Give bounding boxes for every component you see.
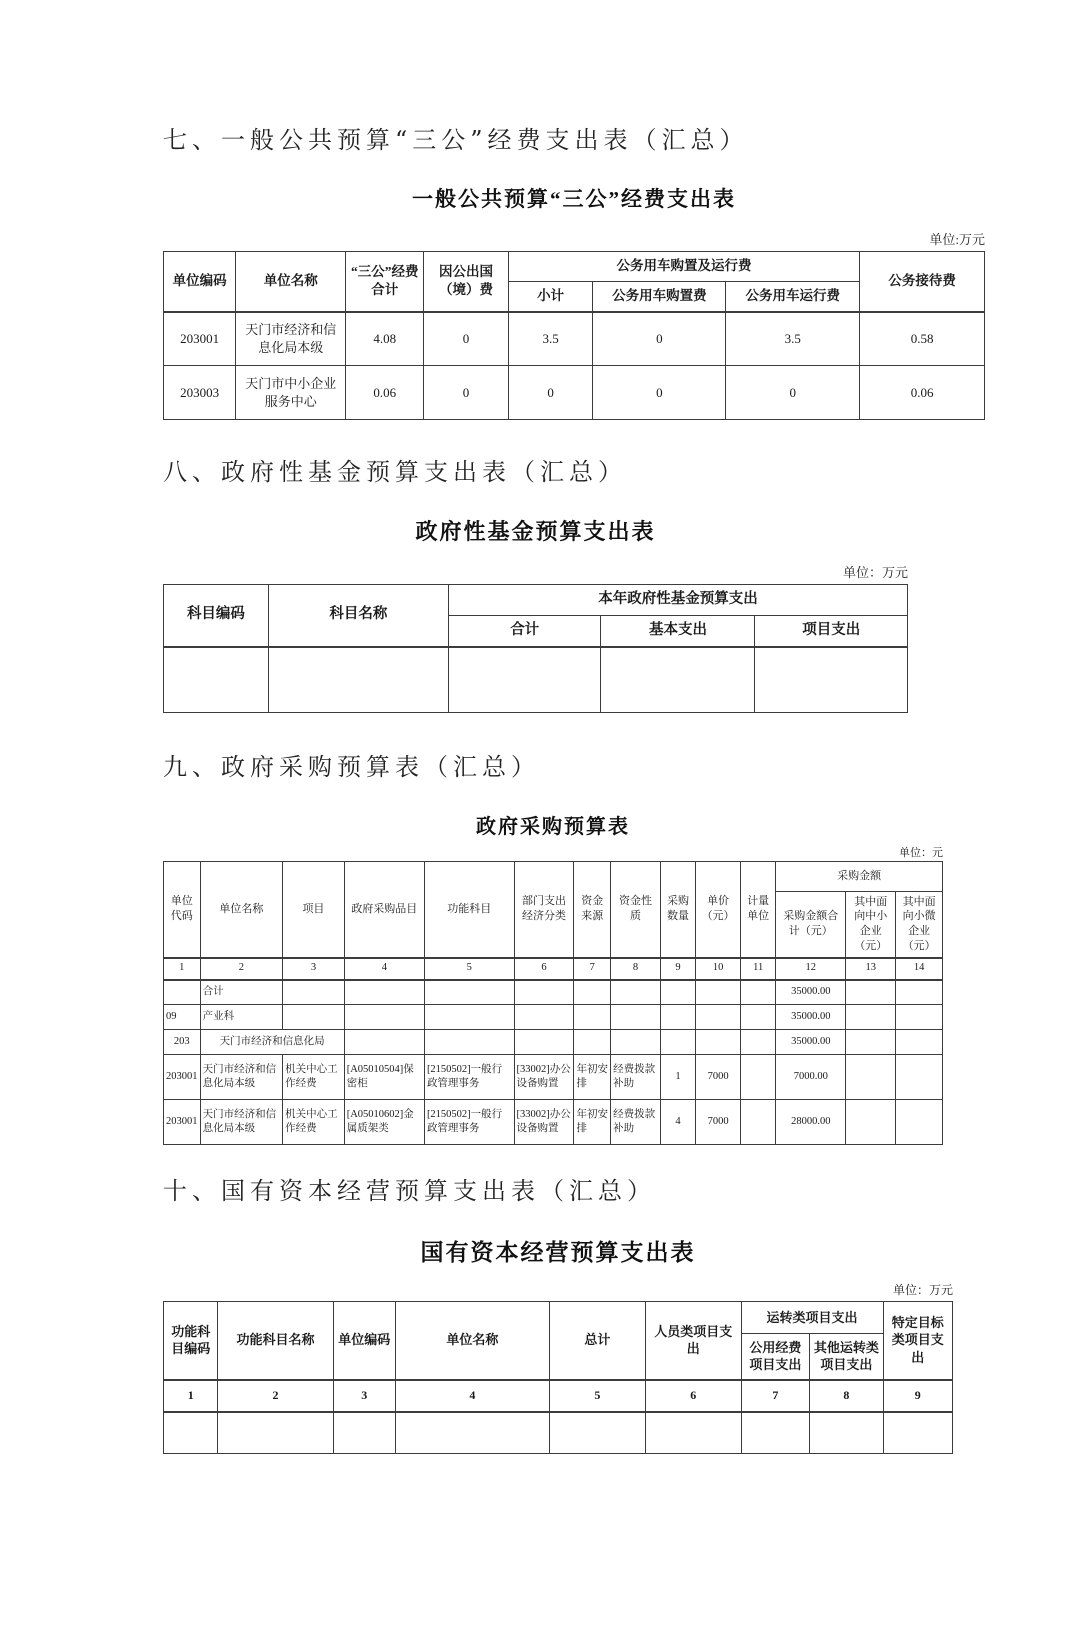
cell-project: 机关中心工作经费 [283, 1055, 345, 1100]
empty-cell [344, 1030, 424, 1055]
cell-econ-class: [33002]办公设备购置 [514, 1100, 574, 1145]
state-capital-budget-table [163, 1301, 953, 1454]
cell-unit-code: 203003 [164, 366, 236, 420]
table4-title: 国有资本经营预算支出表 [420, 1240, 696, 1265]
cell-project: 机关中心工作经费 [283, 1100, 345, 1145]
th-project: 项目支出 [755, 616, 908, 647]
col-num: 7 [741, 1380, 810, 1412]
th-year-group: 本年政府性基金预算支出 [448, 585, 907, 616]
empty-cell [164, 1412, 218, 1454]
dept-row [164, 1005, 943, 1030]
th-public-fund: 公用经费项目支出 [741, 1334, 810, 1380]
empty-cell [395, 1412, 549, 1454]
cell-fund-nature: 经费拨款补助 [611, 1100, 661, 1145]
th-unit-name: 单位名称 [236, 252, 346, 312]
cell-function: [2150502]一般行政管理事务 [424, 1100, 514, 1145]
col-num: 13 [846, 958, 896, 980]
empty-cell [810, 1412, 883, 1454]
cell-vehicle-purchase: 0 [593, 366, 726, 420]
empty-cell [741, 1412, 810, 1454]
document-page [163, 120, 1074, 1454]
empty-cell [846, 1005, 896, 1030]
section-heading-7: 七、一般公共预算“三公”经费支出表（汇总） [163, 126, 749, 154]
empty-cell [695, 980, 740, 1005]
col-num: 3 [283, 958, 345, 980]
th-function-subject: 功能科目 [424, 862, 514, 958]
cell-vehicle-purchase: 0 [593, 312, 726, 366]
col-num: 6 [646, 1380, 741, 1412]
table-row [164, 312, 985, 366]
detail-row [164, 1100, 943, 1145]
state-capital-table-block [163, 1234, 953, 1454]
empty-cell [611, 980, 661, 1005]
empty-cell [846, 980, 896, 1005]
empty-cell [283, 980, 345, 1005]
th-econ-class: 部门支出经济分类 [514, 862, 574, 958]
cell-fund-nature: 经费拨款补助 [611, 1055, 661, 1100]
th-reception-fee: 公务接待费 [860, 252, 985, 312]
cell-unit-price: 7000 [695, 1055, 740, 1100]
empty-cell [846, 1030, 896, 1055]
col-num: 3 [333, 1380, 395, 1412]
th-total: 总计 [549, 1302, 645, 1380]
th-operation-group: 运转类项目支出 [741, 1302, 883, 1334]
empty-cell [164, 980, 201, 1005]
table-row [164, 1412, 953, 1454]
cell-item: [A05010504]保密柜 [344, 1055, 424, 1100]
table2-title: 政府性基金预算支出表 [415, 519, 656, 544]
th-fund-nature: 资金性质 [611, 862, 661, 958]
empty-cell [896, 1005, 943, 1030]
th-unit-code: 单位编码 [164, 252, 236, 312]
table1-title: 一般公共预算“三公”经费支出表 [412, 187, 736, 211]
empty-cell [164, 647, 269, 713]
total-row [164, 980, 943, 1005]
col-num: 5 [424, 958, 514, 980]
th-total: 合计 [448, 616, 601, 647]
th-abroad-fee: 因公出国（境）费 [424, 252, 509, 312]
th-unit-name: 单位名称 [200, 862, 283, 958]
th-personnel: 人员类项目支出 [646, 1302, 741, 1380]
col-num: 2 [218, 1380, 333, 1412]
empty-cell [846, 1100, 896, 1145]
cell-vehicle-operation: 0 [726, 366, 860, 420]
empty-cell [660, 980, 695, 1005]
empty-cell [574, 1030, 611, 1055]
th-procurement-item: 政府采购品目 [344, 862, 424, 958]
gov-procurement-budget-table [163, 861, 943, 1145]
empty-cell [218, 1412, 333, 1454]
empty-cell [896, 1030, 943, 1055]
th-unit-name: 单位名称 [395, 1302, 549, 1380]
empty-cell [514, 1005, 574, 1030]
empty-cell [268, 647, 448, 713]
col-num: 4 [395, 1380, 549, 1412]
th-subject-code: 科目编码 [164, 585, 269, 647]
th-fund-source: 资金来源 [574, 862, 611, 958]
empty-cell [846, 1055, 896, 1100]
cell-abroad: 0 [424, 312, 509, 366]
cell-econ-class: [33002]办公设备购置 [514, 1055, 574, 1100]
th-amount-total: 采购金额合计（元） [776, 892, 846, 958]
table4-unit-label: 单位：万元 [892, 1283, 953, 1297]
th-amount-micro: 其中面向小微企业（元） [896, 892, 943, 958]
col-num: 1 [164, 1380, 218, 1412]
th-vehicle-group: 公务用车购置及运行费 [508, 252, 859, 282]
th-func-code: 功能科目编码 [164, 1302, 218, 1380]
empty-cell [344, 980, 424, 1005]
col-num: 9 [660, 958, 695, 980]
cell-amount-total: 35000.00 [776, 1030, 846, 1055]
cell-reception: 0.58 [860, 312, 985, 366]
cell-amount-total: 7000.00 [776, 1055, 846, 1100]
empty-cell [896, 1055, 943, 1100]
empty-cell [660, 1005, 695, 1030]
section-heading-8: 八、政府性基金预算支出表（汇总） [163, 458, 627, 486]
cell-three-total: 4.08 [346, 312, 424, 366]
th-amount-sme: 其中面向中小企业（元） [846, 892, 896, 958]
cell-unit-name: 天门市经济和信息化局本级 [236, 312, 346, 366]
cell-code: 203 [164, 1030, 201, 1055]
table2-unit-label: 单位：万元 [842, 565, 908, 580]
empty-cell [344, 1005, 424, 1030]
th-amount-group: 采购金额 [776, 862, 943, 892]
cell-label: 产业科 [200, 1005, 283, 1030]
cell-reception: 0.06 [860, 366, 985, 420]
cell-code: 09 [164, 1005, 201, 1030]
col-num: 4 [344, 958, 424, 980]
col-num: 10 [695, 958, 740, 980]
table3-title: 政府采购预算表 [476, 816, 630, 838]
empty-cell [896, 1100, 943, 1145]
col-num: 12 [776, 958, 846, 980]
cell-unit-code: 203001 [164, 312, 236, 366]
empty-cell [611, 1005, 661, 1030]
cell-amount-total: 28000.00 [776, 1100, 846, 1145]
cell-subtotal: 3.5 [508, 312, 593, 366]
th-vehicle-purchase: 公务用车购置费 [593, 282, 726, 312]
empty-cell [424, 1030, 514, 1055]
empty-cell [424, 1005, 514, 1030]
col-num: 7 [574, 958, 611, 980]
empty-cell [741, 1030, 776, 1055]
empty-cell [333, 1412, 395, 1454]
empty-cell [574, 1005, 611, 1030]
gov-fund-budget-table [163, 584, 908, 713]
cell-three-total: 0.06 [346, 366, 424, 420]
col-num: 14 [896, 958, 943, 980]
col-num: 9 [883, 1380, 952, 1412]
th-specific: 特定目标类项目支出 [883, 1302, 952, 1380]
gov-fund-table-block [163, 515, 908, 713]
table-row [164, 647, 908, 713]
section-heading-10: 十、国有资本经营预算支出表（汇总） [163, 1177, 656, 1205]
th-unit-price: 单价（元） [695, 862, 740, 958]
cell-abroad: 0 [424, 366, 509, 420]
cell-unit-name: 天门市经济和信息化局本级 [200, 1055, 283, 1100]
three-public-expense-table [163, 251, 985, 420]
gov-procurement-table-block [163, 810, 943, 1145]
column-number-row [164, 958, 943, 980]
empty-cell [549, 1412, 645, 1454]
cell-fund-source: 年初安排 [574, 1100, 611, 1145]
empty-cell [741, 1055, 776, 1100]
cell-fund-source: 年初安排 [574, 1055, 611, 1100]
cell-quantity: 4 [660, 1100, 695, 1145]
empty-cell [424, 980, 514, 1005]
cell-unit-name: 天门市经济和信息化局本级 [200, 1100, 283, 1145]
empty-cell [601, 647, 755, 713]
th-three-total: “三公”经费合计 [346, 252, 424, 312]
empty-cell [695, 1005, 740, 1030]
cell-amount-total: 35000.00 [776, 980, 846, 1005]
th-func-name: 功能科目名称 [218, 1302, 333, 1380]
col-num: 8 [810, 1380, 883, 1412]
th-vehicle-operation: 公务用车运行费 [726, 282, 860, 312]
col-num: 2 [200, 958, 283, 980]
empty-cell [611, 1030, 661, 1055]
th-unit-code: 单位代码 [164, 862, 201, 958]
th-project: 项目 [283, 862, 345, 958]
three-public-table-block [163, 183, 985, 420]
section-heading-9: 九、政府采购预算表（汇总） [163, 753, 540, 781]
empty-cell [896, 980, 943, 1005]
column-number-row [164, 1380, 953, 1412]
cell-vehicle-operation: 3.5 [726, 312, 860, 366]
empty-cell [448, 647, 601, 713]
th-measure-unit: 计量单位 [741, 862, 776, 958]
col-num: 5 [549, 1380, 645, 1412]
empty-cell [741, 980, 776, 1005]
dept-row [164, 1030, 943, 1055]
th-basic: 基本支出 [601, 616, 755, 647]
cell-label: 天门市经济和信息化局 [200, 1030, 344, 1055]
th-unit-code: 单位编码 [333, 1302, 395, 1380]
cell-label: 合计 [200, 980, 283, 1005]
col-num: 11 [741, 958, 776, 980]
empty-cell [514, 980, 574, 1005]
empty-cell [660, 1030, 695, 1055]
table-row [164, 366, 985, 420]
empty-cell [741, 1005, 776, 1030]
cell-item: [A05010602]金属质架类 [344, 1100, 424, 1145]
th-subtotal: 小计 [508, 282, 593, 312]
empty-cell [883, 1412, 952, 1454]
cell-subtotal: 0 [508, 366, 593, 420]
empty-cell [574, 980, 611, 1005]
empty-cell [514, 1030, 574, 1055]
cell-amount-total: 35000.00 [776, 1005, 846, 1030]
empty-cell [755, 647, 908, 713]
cell-code: 203001 [164, 1055, 201, 1100]
empty-cell [695, 1030, 740, 1055]
empty-cell [283, 1005, 345, 1030]
cell-unit-price: 7000 [695, 1100, 740, 1145]
cell-quantity: 1 [660, 1055, 695, 1100]
empty-cell [646, 1412, 741, 1454]
table3-unit-label: 单位：元 [899, 847, 943, 859]
empty-cell [741, 1100, 776, 1145]
table1-unit-label: 单位:万元 [929, 232, 985, 247]
th-other-operation: 其他运转类项目支出 [810, 1334, 883, 1380]
col-num: 8 [611, 958, 661, 980]
detail-row [164, 1055, 943, 1100]
cell-unit-name: 天门市中小企业服务中心 [236, 366, 346, 420]
th-subject-name: 科目名称 [268, 585, 448, 647]
col-num: 1 [164, 958, 201, 980]
col-num: 6 [514, 958, 574, 980]
th-quantity: 采购数量 [660, 862, 695, 958]
cell-function: [2150502]一般行政管理事务 [424, 1055, 514, 1100]
cell-code: 203001 [164, 1100, 201, 1145]
